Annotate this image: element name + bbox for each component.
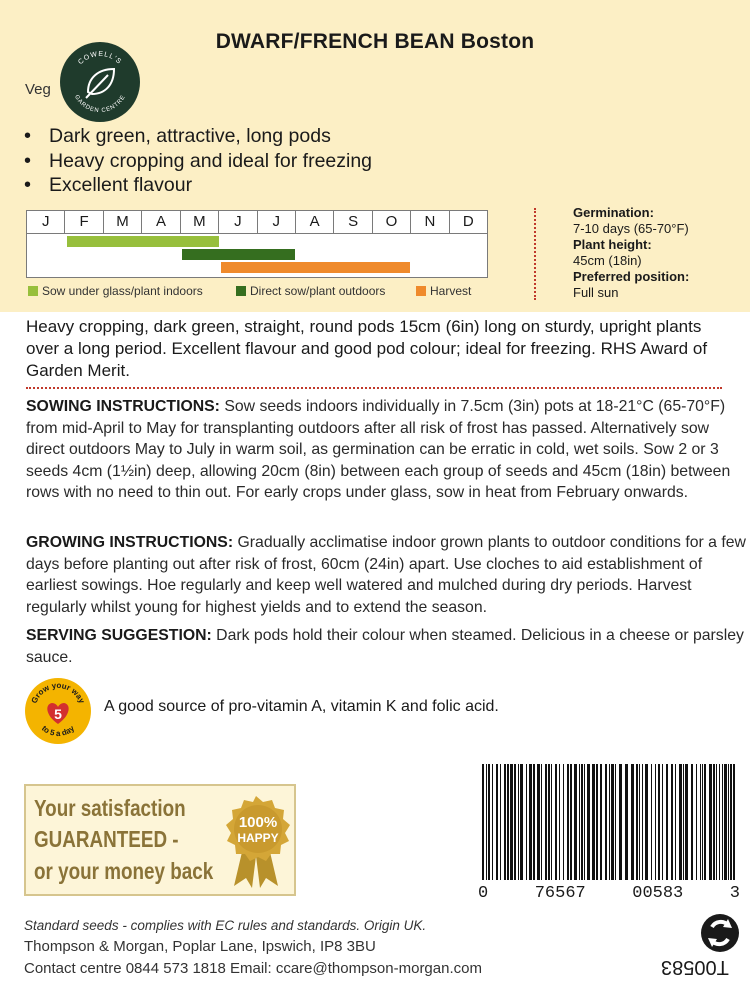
barcode-bar [486, 764, 487, 880]
guarantee-panel [24, 784, 296, 896]
barcode-digits [478, 884, 740, 903]
barcode-bar [733, 764, 735, 880]
company-address: Thompson & Morgan, Poplar Lane, Ipswich, IP8 3BU [24, 938, 376, 955]
sowing-instructions [26, 396, 746, 504]
barcode-bar [645, 764, 648, 880]
barcode-bar [615, 764, 616, 880]
legend-swatch [28, 286, 38, 296]
barcode-bar [482, 764, 484, 880]
barcode-bar [722, 764, 723, 880]
barcode-bar [496, 764, 498, 880]
guarantee-line-1: Your satisfaction [34, 795, 186, 821]
feature-item: • Dark green, attractive, long pods [24, 124, 372, 149]
barcode-bar [504, 764, 506, 880]
badge-text-bottom: GARDEN CENTRE [72, 94, 127, 115]
plant-height-value: 45cm (18in) [573, 253, 642, 268]
month-sep: S [334, 211, 372, 233]
barcode-bar [605, 764, 607, 880]
month-dec: D [462, 213, 474, 230]
legend-sow-outdoors [236, 284, 385, 298]
month-may: M [181, 211, 219, 233]
barcode-bar [559, 764, 560, 880]
barcode-bar [551, 764, 552, 880]
barcode-bar [526, 764, 527, 880]
barcode-digit-group: 3 [729, 884, 740, 903]
barcode-bar [600, 764, 602, 880]
month-feb: F [65, 211, 103, 233]
svg-text:GARDEN CENTRE [73, 94, 127, 114]
five-a-day-badge [25, 678, 91, 744]
seal-line-1: 100% [238, 814, 278, 831]
plant-height-label: Plant height: [573, 237, 652, 252]
barcode-bar [700, 764, 701, 880]
barcode-bar [702, 764, 703, 880]
barcode-bar [579, 764, 580, 880]
barcode-bar [567, 764, 569, 880]
barcode-bar [581, 764, 583, 880]
barcode-bar [545, 764, 547, 880]
barcode-bar [728, 764, 729, 880]
barcode-bar [655, 764, 656, 880]
barcode-bar [666, 764, 668, 880]
seal-line-2: HAPPY [237, 831, 279, 845]
barcode-bar [651, 764, 652, 880]
barcode-bar [529, 764, 532, 880]
barcode-bar [488, 764, 490, 880]
legend-label: Harvest [430, 284, 472, 298]
barcode-bar [679, 764, 682, 880]
month-jun: J [219, 211, 257, 233]
barcode-bar [704, 764, 706, 880]
barcode-bar [541, 764, 542, 880]
growing-instructions [26, 532, 746, 618]
barcode-bar [520, 764, 523, 880]
barcode-bar [691, 764, 693, 880]
barcode-bar [592, 764, 595, 880]
barcode-bar [507, 764, 509, 880]
barcode-bar [730, 764, 732, 880]
leaf-icon [86, 69, 114, 98]
serving-suggestion [26, 625, 746, 668]
barcode-bar [587, 764, 590, 880]
nutrition-note: A good source of pro-vitamin A, vitamin K and folic acid. [104, 698, 499, 715]
month-jan: J [27, 211, 65, 233]
growing-text: Gradually acclimatise indoor grown plants to outdoor conditions for a few days before planting out after risk of frost, 60cm (24in) apart. Use cloches to aid establishment of earliest sowings. Hoe regularly and keep well watered and mulched during dry periods. Harvest regularly whilst young for highest yields and to extend the season. [26, 534, 746, 616]
product-title: DWARF/FRENCH BEAN Boston [215, 30, 535, 53]
feature-item: • Excellent flavour [24, 173, 372, 198]
barcode-bar [675, 764, 676, 880]
description: Heavy cropping, dark green, straight, round pods 15cm (6in) long on sturdy, upright plants over a long period. Excellent flavour and good pod colour; ideal for freezing. RHS Award of Garden Merit. [26, 317, 708, 380]
garden-centre-badge [60, 42, 140, 122]
barcode-bar [713, 764, 715, 880]
legend-swatch [416, 286, 426, 296]
guarantee-line-2: GUARANTEED - [34, 826, 179, 852]
standards-note: Standard seeds - complies with EC rules and standards. Origin UK. [24, 918, 427, 933]
barcode-bar [555, 764, 557, 880]
barcode-bar [574, 764, 577, 880]
barcode-bar [671, 764, 673, 880]
serving-heading: SERVING SUGGESTION: [26, 627, 212, 644]
five-badge-top: Grow your way [29, 680, 87, 705]
barcode-bar [563, 764, 564, 880]
legend-label: Sow under glass/plant indoors [42, 284, 203, 298]
barcode-bar [683, 764, 684, 880]
bar-sow-indoors [67, 236, 218, 247]
legend-label: Direct sow/plant outdoors [250, 284, 386, 298]
barcode-bar [642, 764, 643, 880]
barcode-bar [662, 764, 663, 880]
barcode-bar [533, 764, 535, 880]
product-code: T00583 [661, 956, 729, 978]
feature-item: • Heavy cropping and ideal for freezing [24, 149, 372, 174]
month-aug: A [296, 211, 334, 233]
growing-info [573, 205, 689, 301]
barcode-bar [636, 764, 638, 880]
barcode-bar [724, 764, 727, 880]
barcode-bar [696, 764, 697, 880]
growing-heading: GROWING INSTRUCTIONS: [26, 534, 234, 551]
barcode-bar [537, 764, 540, 880]
barcode [478, 764, 740, 884]
contact-line: Contact centre 0844 573 1818 Email: ccare@thompson-morgan.com [24, 960, 482, 977]
barcode-bar [719, 764, 720, 880]
legend-swatch [236, 286, 246, 296]
category-label: Veg [25, 81, 51, 98]
guarantee-line-3: or your money back [34, 858, 214, 884]
five-badge-bottom: to 5 a day [39, 723, 77, 739]
happy-seal-icon [216, 794, 296, 890]
month-nov: N [411, 211, 449, 233]
barcode-bar [639, 764, 640, 880]
barcode-bar [685, 764, 688, 880]
barcode-bar [514, 764, 516, 880]
sowing-calendar [26, 210, 488, 278]
barcode-bar [548, 764, 550, 880]
barcode-bar [492, 764, 493, 880]
germination-label: Germination: [573, 205, 654, 220]
position-value: Full sun [573, 285, 619, 300]
barcode-bar [716, 764, 717, 880]
badge-text-top: COWELL'S [77, 50, 123, 67]
bar-harvest [221, 262, 411, 273]
month-oct: O [373, 211, 411, 233]
svg-text:COWELL'S [77, 51, 123, 66]
barcode-bar [609, 764, 610, 880]
sowing-text: Sow seeds indoors individually in 7.5cm (3in) pots at 18-21°C (65-70°F) from mid-April to May for transplanting outdoors after all risk of frost has passed. Alternatively sow direct outdoors May to July in warm soil, as germination can be erratic in cold, wet soils. Sow 2 or 3 seeds 4cm (1½in) deep, allowing 20cm (8in) between each group of seeds and 45cm (18in) between rows with no need to thin out. For early crops under glass, sow in heat from February onwards. [26, 398, 731, 501]
feature-list [24, 124, 372, 198]
month-apr: A [142, 211, 180, 233]
barcode-digit-group: 76567 [534, 884, 586, 903]
legend-harvest [416, 284, 471, 298]
month-jul: J [258, 211, 296, 233]
barcode-bar [570, 764, 572, 880]
barcode-bar [500, 764, 501, 880]
barcode-bar [709, 764, 712, 880]
svg-text:to 5 a day [40, 723, 77, 738]
serving-text: Dark pods hold their colour when steamed. Delicious in a cheese or parsley sauce. [26, 627, 744, 666]
barcode-bar [625, 764, 628, 880]
barcode-bar [611, 764, 614, 880]
sowing-heading: SOWING INSTRUCTIONS: [26, 398, 220, 415]
section-divider [26, 387, 722, 389]
germination-value: 7-10 days (65-70°F) [573, 221, 689, 236]
barcode-digit-group: 0 [478, 884, 489, 903]
barcode-digit-group: 00583 [632, 884, 684, 903]
bar-sow-outdoors [182, 249, 295, 260]
month-header [27, 211, 487, 234]
month-mar: M [104, 211, 142, 233]
barcode-bar [518, 764, 519, 880]
barcode-bar [631, 764, 634, 880]
info-divider [534, 208, 536, 300]
legend-sow-indoors [28, 284, 203, 298]
position-label: Preferred position: [573, 269, 690, 284]
barcode-bar [584, 764, 585, 880]
barcode-bar [658, 764, 660, 880]
five-badge-number: 5 [54, 706, 62, 722]
barcode-bar [510, 764, 513, 880]
barcode-bar [596, 764, 598, 880]
svg-text:Grow your way [30, 681, 87, 705]
recycle-icon [700, 913, 740, 953]
barcode-bar [619, 764, 622, 880]
